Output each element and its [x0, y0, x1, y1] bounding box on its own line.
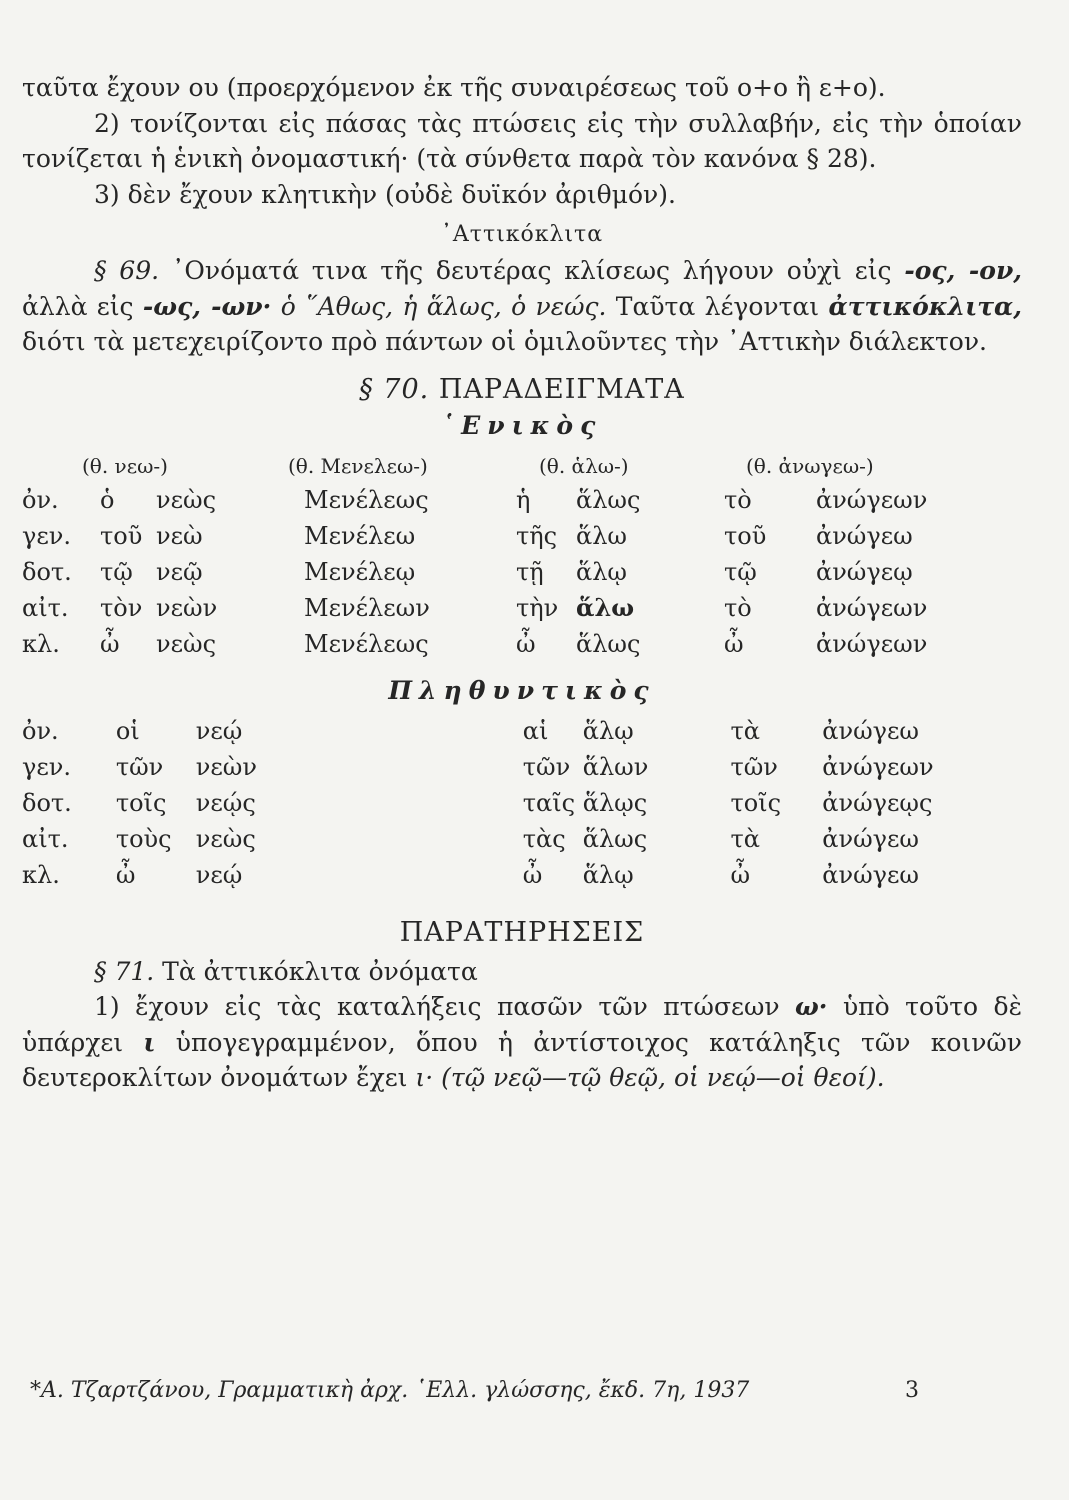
declension-cell: Μενέλεω — [304, 521, 416, 550]
declension-cell: οἱ — [115, 716, 140, 745]
declension-cell: ταῖς — [522, 788, 576, 817]
singular-heading: ῾Ενικὸς — [441, 410, 603, 440]
stem-label: (θ. Μενελεω-) — [288, 453, 428, 478]
declension-cell: ὦ — [522, 860, 543, 889]
declension-cell: αἰτ. — [22, 824, 69, 853]
singular-table — [22, 482, 1016, 662]
declension-cell: τοῦ — [100, 521, 143, 550]
declension-cell: Μενέλεῳ — [304, 557, 416, 586]
declension-cell: τὸν — [100, 593, 143, 622]
declension-cell: Μενέλεων — [304, 593, 430, 622]
declension-cell: τῶν — [730, 752, 778, 781]
section-70-title: § 70. ΠΑΡΑΔΕΙΓΜΑΤΑ — [359, 373, 685, 405]
declension-cell: ὀν. — [22, 485, 59, 514]
declension-cell: ὦ — [100, 629, 120, 658]
declension-cell: ὁ — [100, 485, 115, 514]
declension-cell: ἅλω — [576, 593, 635, 622]
declension-row — [22, 518, 1016, 554]
declension-cell: νεὼ — [156, 521, 203, 550]
declension-cell: ἅλως — [576, 629, 641, 658]
declension-cell: κλ. — [22, 629, 60, 658]
declension-cell: ἀνώγεῳς — [822, 788, 933, 817]
rule-3: 3) δὲν ἔχουν κλητικὴν (οὐδὲ δυϊκόν ἀριθμόν). — [94, 179, 676, 209]
stem-label: (θ. νεω-) — [82, 453, 168, 478]
plural-table — [22, 713, 1022, 893]
declension-cell: ἀνώγεω — [822, 824, 919, 853]
declension-cell: τὰς — [522, 824, 566, 853]
stem-label: (θ. ἁλω-) — [539, 453, 629, 478]
declension-cell: αἱ — [522, 716, 549, 745]
declension-cell: ἀνώγεων — [816, 593, 928, 622]
declension-cell: ἅλω — [576, 521, 627, 550]
declension-cell: τῇ — [516, 557, 544, 586]
declension-cell: Μενέλεως — [304, 629, 429, 658]
declension-row — [22, 482, 1016, 518]
declension-cell: ἅλῳς — [582, 788, 648, 817]
declension-cell: ἀνώγεων — [822, 752, 934, 781]
declension-cell: γεν. — [22, 752, 71, 781]
declension-cell: νεῴς — [195, 788, 256, 817]
declension-cell: τοῖς — [115, 788, 167, 817]
plural-heading: Πληθυντικὸς — [388, 675, 656, 705]
attic-heading: ᾿Αττικόκλιτα — [440, 222, 604, 247]
declension-cell: νεὼν — [195, 752, 257, 781]
declension-cell: νεῴ — [195, 860, 243, 889]
declension-cell: ἀνώγεω — [816, 521, 913, 550]
declension-cell: τὴν — [516, 593, 559, 622]
declension-cell: νεὼς — [195, 824, 256, 853]
declension-cell: γεν. — [22, 521, 71, 550]
declension-row — [22, 590, 1016, 626]
page-body — [22, 70, 1022, 1096]
section-71-title: § 71. Τὰ ἀττικόκλιτα ὀνόματα — [94, 956, 478, 986]
declension-cell: ἅλως — [582, 824, 648, 853]
declension-cell: τὸ — [724, 485, 752, 514]
declension-cell: νεῷ — [156, 557, 203, 586]
declension-cell: δοτ. — [22, 788, 72, 817]
declension-row — [22, 749, 1022, 785]
declension-cell: ἡ — [516, 485, 531, 514]
declension-cell: ἅλῳ — [576, 557, 627, 586]
declension-cell: νεὼς — [156, 485, 217, 514]
declension-cell: ἀνώγεων — [816, 485, 928, 514]
declension-cell: κλ. — [22, 860, 60, 889]
declension-cell: ὦ — [730, 860, 751, 889]
declension-cell: ἅλῳ — [582, 716, 634, 745]
declension-cell: ὦ — [516, 629, 536, 658]
declension-cell: ἅλῳ — [582, 860, 634, 889]
observations-heading: ΠΑΡΑΤΗΡΗΣΕΙΣ — [399, 916, 645, 948]
declension-cell: ἀνώγεω — [822, 716, 919, 745]
declension-cell: τῶν — [522, 752, 571, 781]
declension-cell: τὰ — [730, 824, 760, 853]
declension-cell: τῷ — [100, 557, 133, 586]
declension-cell: τοὺς — [115, 824, 172, 853]
declension-row — [22, 785, 1022, 821]
declension-cell: ἀνώγεω — [822, 860, 919, 889]
declension-row — [22, 554, 1016, 590]
declension-cell: ἅλως — [576, 485, 641, 514]
declension-cell: τῆς — [516, 521, 558, 550]
declension-cell: νεὼν — [156, 593, 218, 622]
declension-cell: ὀν. — [22, 716, 59, 745]
declension-row — [22, 821, 1022, 857]
declension-cell: τῷ — [724, 557, 757, 586]
declension-cell: ὦ — [724, 629, 744, 658]
declension-cell: ὦ — [115, 860, 136, 889]
declension-cell: Μενέλεως — [304, 485, 429, 514]
declension-cell: τὸ — [724, 593, 752, 622]
rule-2: 2) τονίζονται εἰς πάσας τὰς πτώσεις εἰς τὴν συλλαβήν, εἰς τὴν ὁποίαν τονίζεται ἡ ἑνικὴ ὀνομαστική· (τὰ σύνθετα παρὰ τὸν κανόνα § 28). — [22, 108, 1022, 173]
stem-labels — [22, 448, 1022, 482]
intro-continuation: ταῦτα ἔχουν ου (προερχόμενον ἐκ τῆς συναιρέσεως τοῦ ο+ο ἢ ε+ο). — [22, 73, 886, 102]
section-69-number: § 69. — [94, 256, 160, 285]
declension-cell: δοτ. — [22, 557, 72, 586]
footer-citation: *Α. Τζαρτζάνου, Γραμματικὴ ἀρχ. ῾Ελλ. γλώσσης, ἔκδ. 7η, 1937 — [30, 1378, 750, 1403]
declension-cell: ἅλων — [582, 752, 649, 781]
stem-label: (θ. ἀνωγεω-) — [746, 453, 874, 478]
page-number: 3 — [905, 1378, 919, 1403]
declension-row — [22, 857, 1022, 893]
declension-cell: τὰ — [730, 716, 760, 745]
declension-cell: ἀνώγεῳ — [816, 557, 913, 586]
declension-cell: τοῦ — [724, 521, 767, 550]
declension-cell: ἀνώγεων — [816, 629, 928, 658]
declension-cell: τοῖς — [730, 788, 782, 817]
declension-cell: νεὼς — [156, 629, 217, 658]
section-69: § 69. ᾿Ονόματά τινα τῆς δευτέρας κλίσεως λήγουν οὐχὶ εἰς -ος, -ον, ἀλλὰ εἰς -ως, -ων· ὁ ῞Αθως, ἡ ἅλως, ὁ νεώς. Ταῦτα λέγονται ἀττικόκλιτα, διότι τὰ μετεχειρίζοντο πρὸ πάντων οἱ ὁμιλοῦντες τὴν ᾿Αττικὴν διάλεκτον. — [22, 256, 1022, 356]
declension-cell: αἰτ. — [22, 593, 69, 622]
section-71-rule-1: 1) ἔχουν εἰς τὰς καταλήξεις πασῶν τῶν πτώσεων ω· ὑπὸ τοῦτο δὲ ὑπάρχει ι ὑπογεγραμμένον, ὅπου ἡ ἀντίστοιχος κατάληξις τῶν κοινῶν δευτεροκλίτων ὀνομάτων ἔχει ι· (τῷ νεῷ—τῷ θεῷ, οἱ νεῴ—οἱ θεοί). — [22, 992, 1022, 1092]
declension-cell: τῶν — [115, 752, 164, 781]
declension-row — [22, 713, 1022, 749]
declension-cell: νεῴ — [195, 716, 243, 745]
declension-row — [22, 626, 1016, 662]
